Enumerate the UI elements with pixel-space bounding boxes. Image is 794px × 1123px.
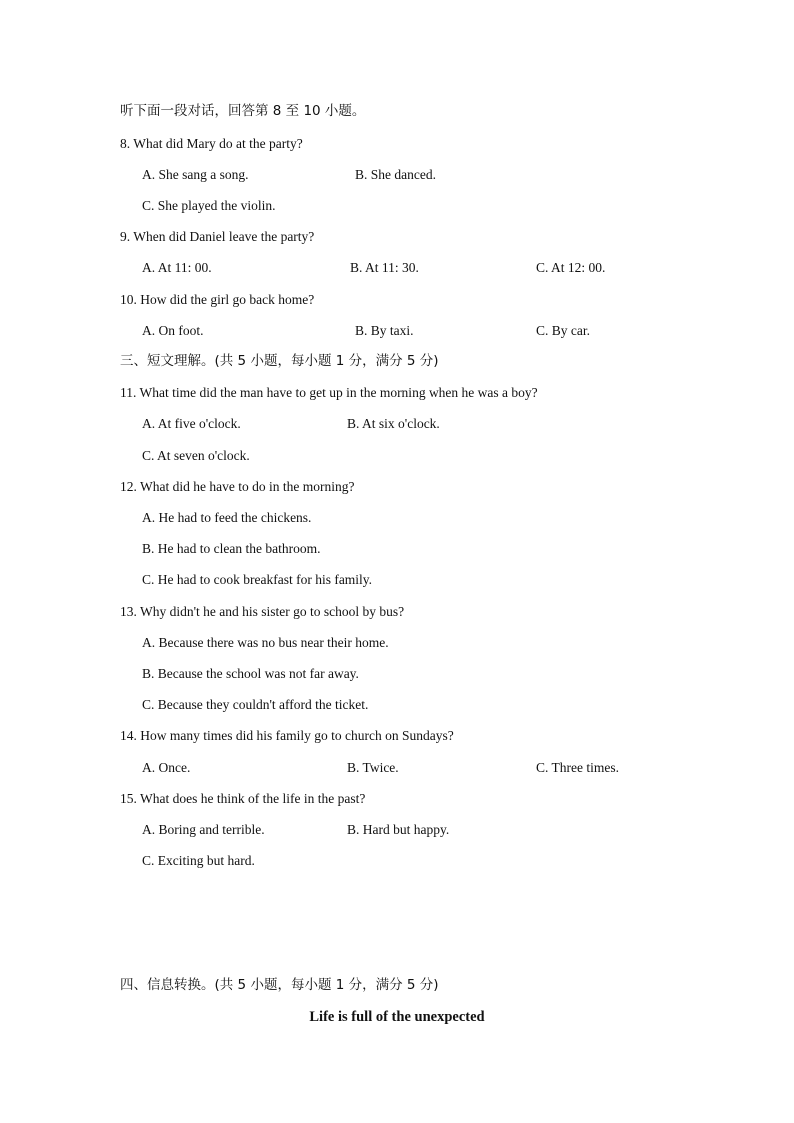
question-15: 15. What does he think of the life in the past?	[120, 791, 366, 806]
question-8: 8. What did Mary do at the party?	[120, 136, 303, 151]
question-10: 10. How did the girl go back home?	[120, 292, 315, 307]
question-14-option-a: A. Once.	[142, 760, 191, 775]
question-14-option-b: B. Twice.	[347, 760, 399, 775]
question-13-option-c: C. Because they couldn't afford the ticket.	[142, 697, 369, 712]
question-11: 11. What time did the man have to get up in the morning when he was a boy?	[120, 385, 538, 400]
question-9: 9. When did Daniel leave the party?	[120, 229, 315, 244]
question-12-option-b: B. He had to clean the bathroom.	[142, 541, 321, 556]
question-14: 14. How many times did his family go to church on Sundays?	[120, 728, 454, 743]
question-12: 12. What did he have to do in the morning?	[120, 479, 355, 494]
question-15-option-a: A. Boring and terrible.	[142, 822, 265, 837]
question-8-option-c: C. She played the violin.	[142, 198, 276, 213]
question-15-option-c: C. Exciting but hard.	[142, 853, 255, 868]
section-three-heading: 三、短文理解。(共 5 小题，每小题 1 分，满分 5 分)	[120, 353, 439, 369]
question-9-option-a: A. At 11: 00.	[142, 260, 212, 275]
section-four-heading: 四、信息转换。(共 5 小题，每小题 1 分，满分 5 分)	[120, 977, 439, 993]
passage-title: Life is full of the unexpected	[309, 1009, 485, 1025]
question-12-option-a: A. He had to feed the chickens.	[142, 510, 312, 525]
question-13-option-a: A. Because there was no bus near their home.	[142, 635, 389, 650]
question-9-option-c: C. At 12: 00.	[536, 260, 606, 275]
question-11-option-c: C. At seven o'clock.	[142, 448, 250, 463]
question-13: 13. Why didn't he and his sister go to school by bus?	[120, 604, 405, 619]
question-10-option-b: B. By taxi.	[355, 323, 414, 338]
question-10-option-c: C. By car.	[536, 323, 590, 338]
question-12-option-c: C. He had to cook breakfast for his family.	[142, 572, 373, 587]
question-9-option-b: B. At 11: 30.	[350, 260, 419, 275]
section-instruction: 听下面一段对话，回答第 8 至 10 小题。	[120, 103, 366, 119]
question-8-option-b: B. She danced.	[355, 167, 436, 182]
question-13-option-b: B. Because the school was not far away.	[142, 666, 359, 681]
question-15-option-b: B. Hard but happy.	[347, 822, 450, 837]
question-14-option-c: C. Three times.	[536, 760, 619, 775]
question-8-option-a: A. She sang a song.	[142, 167, 249, 182]
question-10-option-a: A. On foot.	[142, 323, 204, 338]
question-11-option-b: B. At six o'clock.	[347, 416, 440, 431]
question-11-option-a: A. At five o'clock.	[142, 416, 241, 431]
